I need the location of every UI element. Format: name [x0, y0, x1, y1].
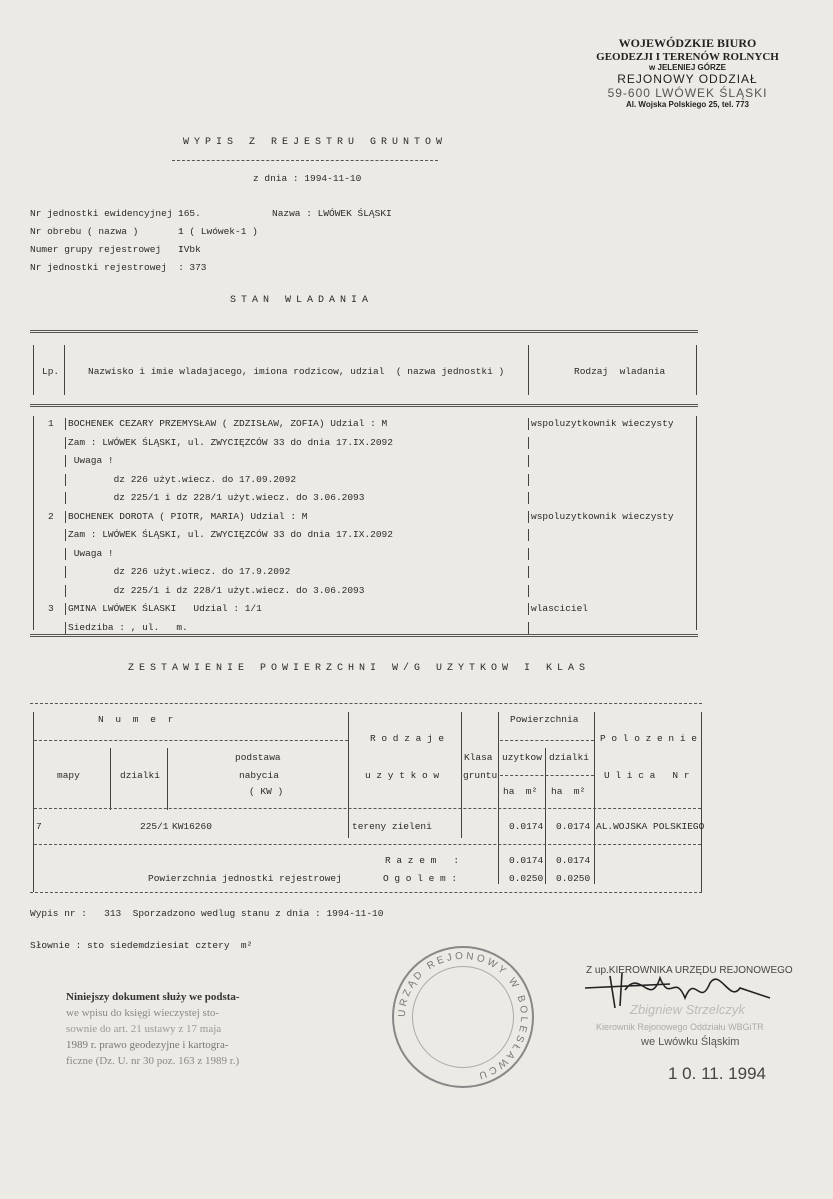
divider [528, 455, 529, 467]
cell-text: dz 225/1 i dz 228/1 użyt.wiecz. do 3.06.2093 [65, 585, 364, 597]
header-podstawa: podstawa [235, 752, 281, 763]
cell-text: dz 225/1 i dz 228/1 użyt.wiecz. do 3.06.2093 [65, 492, 364, 504]
divider [33, 416, 34, 630]
header-numer: N u m e r [98, 714, 177, 725]
cell-text: BOCHENEK DOROTA ( PIOTR, MARIA) Udzial : M [65, 511, 307, 523]
divider [528, 622, 529, 634]
svg-text:URZĄD REJONOWY W BOLESŁAWCU: URZĄD REJONOWY W BOLESŁAWCU [396, 950, 530, 1082]
legal-line: Niniejszy dokument służy we podsta- [66, 991, 240, 1003]
legal-line: 1989 r. prawo geodezyjne i kartogra- [66, 1039, 229, 1051]
header-dzialki: dzialki [120, 770, 160, 781]
divider [30, 330, 698, 333]
cell-text: Uwaga ! [65, 455, 114, 467]
razem-dzialki: 0.0174 [556, 855, 591, 866]
cell-text: GMINA LWÓWEK ŚLASKI Udzial : 1/1 [65, 603, 262, 615]
divider [110, 748, 111, 810]
stan-title: STAN WLADANIA [230, 295, 374, 306]
header-pow-dzialki: dzialki [549, 752, 589, 763]
header-lp: Lp. [42, 366, 60, 377]
cell-rodzaj: wspoluzytkownik wieczysty [531, 418, 674, 429]
cell-uzytek: tereny zieleni [352, 821, 432, 832]
divider [30, 404, 698, 407]
divider [528, 585, 529, 597]
divider [545, 748, 546, 884]
info-label: Nr jednostki rejestrowej : [30, 262, 184, 273]
divider [528, 437, 529, 449]
date-stamp: 1 0. 11. 1994 [668, 1064, 766, 1083]
info-value: IVbk [178, 244, 201, 255]
ogolem-prefix: Powierzchnia jednostki rejestrowej [148, 873, 342, 884]
seal-text-ring [394, 948, 532, 1086]
slownie: Słownie : sto siedemdziesiat cztery m² [30, 940, 253, 951]
divider [33, 345, 34, 395]
cell-text: BOCHENEK CEZARY PRZEMYSŁAW ( ZDZISŁAW, ZOFIA) Udzial : M [65, 418, 387, 430]
legal-line: we wpisu do księgi wieczystej sto- [66, 1007, 220, 1019]
divider [64, 345, 65, 395]
cell-text: Siedziba : , ul. m. [65, 622, 188, 634]
header-nabycia: nabycia [239, 770, 279, 781]
divider [30, 703, 702, 704]
cell-rodzaj: wspoluzytkownik wieczysty [531, 510, 674, 522]
info-value: 373 [178, 262, 207, 273]
cell-pow-dzialki: 0.0174 [556, 821, 591, 832]
divider [34, 844, 701, 845]
sig-line4: we Lwówku Śląskim [641, 1036, 740, 1048]
cell-text: dz 226 użyt.wiecz. do 17.09.2092 [65, 474, 296, 486]
stamp-line: Al. Wojska Polskiego 25, tel. 773 [625, 100, 749, 109]
sig-line2: Zbigniew Strzelczyk [630, 1002, 745, 1017]
info-label: Nr jednostki ewidencyjnej : [30, 208, 184, 219]
office-stamp [580, 36, 795, 109]
cell-lp: 3 [48, 603, 54, 614]
razem-uzytkow: 0.0174 [509, 855, 544, 866]
cell-text: Zam : LWÓWEK ŚLĄSKI, ul. ZWYCIĘZCÓW 33 do dnia 17.IX.2092 [65, 529, 393, 541]
cell-pow-uzytkow: 0.0174 [509, 821, 544, 832]
ogolem-uzytkow: 0.0250 [509, 873, 544, 884]
legal-line: ficzne (Dz. U. nr 30 poz. 163 z 1989 r.) [66, 1055, 240, 1067]
title-underline [172, 160, 438, 161]
stamp-line: 59-600 LWÓWEK ŚLĄSKI [607, 86, 768, 100]
info-label: Nr obrebu ( nazwa ) : [30, 226, 184, 237]
divider [500, 775, 594, 776]
header-powierzchnia: Powierzchnia [510, 714, 579, 725]
divider [528, 529, 529, 541]
nazwa: Nazwa : LWÓWEK ŚLĄSKI [272, 208, 392, 219]
header-pow-uzytkow: uzytkow [502, 752, 542, 763]
header-name: Nazwisko i imie wladajacego, imiona rodzicow, udzial ( nazwa jednostki ) [88, 366, 505, 377]
divider [528, 548, 529, 560]
stamp-line: WOJEWÓDZKIE BIURO [618, 36, 757, 50]
divider [696, 416, 697, 630]
stamp-line: GEODEZJI I TERENÓW ROLNYCH [596, 51, 779, 63]
header-unit1: ha m² [503, 786, 538, 797]
cell-dzialki: 225/1 [140, 821, 169, 832]
document-title: WYPIS Z REJESTRU GRUNTOW [183, 137, 448, 148]
ogolem-label: O g o l e m : [383, 873, 458, 884]
divider [461, 712, 462, 838]
stamp-line: w JELENIEJ GÓRZE [649, 63, 726, 72]
divider [528, 603, 529, 615]
header-polozenie: P o l o z e n i e [600, 733, 697, 744]
divider [528, 566, 529, 578]
divider [34, 740, 348, 741]
info-label: Numer grupy rejestrowej : [30, 244, 184, 255]
divider [528, 345, 529, 395]
date-line: z dnia : 1994-11-10 [253, 173, 362, 184]
header-kw: ( KW ) [249, 786, 284, 797]
stamp-line: REJONOWY ODDZIAŁ [617, 72, 758, 86]
sig-line3: Kierownik Rejonowego Oddziału WBGiTR [596, 1022, 764, 1032]
header-unit2: ha m² [551, 786, 586, 797]
cell-kw: KW16260 [172, 821, 212, 832]
sig-line1: Z up.KIEROWNIKA URZĘDU REJONOWEGO [586, 965, 793, 976]
header-uzytkow: u z y t k o w [365, 770, 440, 781]
divider [348, 712, 349, 838]
divider [594, 712, 595, 884]
divider [30, 634, 698, 637]
header-mapy: mapy [57, 770, 80, 781]
divider [30, 892, 702, 893]
divider [528, 492, 529, 504]
divider [696, 345, 697, 395]
header-rodzaj: Rodzaj wladania [574, 366, 666, 377]
divider [33, 712, 34, 892]
divider [500, 740, 594, 741]
cell-lp: 2 [48, 510, 54, 522]
divider [498, 712, 499, 884]
zest-title: ZESTAWIENIE POWIERZCHNI W/G UZYTKOW I KLAS [128, 663, 591, 674]
divider [528, 511, 529, 523]
divider [167, 748, 168, 810]
ogolem-dzialki: 0.0250 [556, 873, 591, 884]
round-seal [392, 946, 534, 1088]
header-rodzaje: R o d z a j e [370, 733, 445, 744]
wypis-line: Wypis nr : 313 Sporzadzono wedlug stanu z dnia : 1994-11-10 [30, 908, 384, 919]
cell-lp: 1 [48, 418, 54, 429]
legal-line: sownie do art. 21 ustawy z 17 maja [66, 1023, 222, 1035]
header-gruntu: gruntu [463, 770, 498, 781]
info-value: 1 ( Lwówek-1 ) [178, 226, 258, 237]
divider [701, 712, 702, 892]
header-klasa: Klasa [464, 752, 493, 763]
cell-ulica: AL.WOJSKA POLSKIEGO [596, 821, 705, 832]
divider [528, 474, 529, 486]
razem-label: R a z e m : [385, 855, 460, 866]
cell-text: Zam : LWÓWEK ŚLĄSKI, ul. ZWYCIĘZCÓW 33 do dnia 17.IX.2092 [65, 437, 393, 449]
divider [34, 808, 701, 809]
header-ulica: U l i c a N r [604, 770, 690, 781]
cell-text: Uwaga ! [65, 548, 114, 560]
info-value: 165. [178, 208, 201, 219]
divider [528, 418, 529, 430]
cell-mapy: 7 [36, 821, 42, 832]
cell-rodzaj: wlasciciel [531, 603, 589, 614]
cell-text: dz 226 użyt.wiecz. do 17.9.2092 [65, 566, 290, 578]
